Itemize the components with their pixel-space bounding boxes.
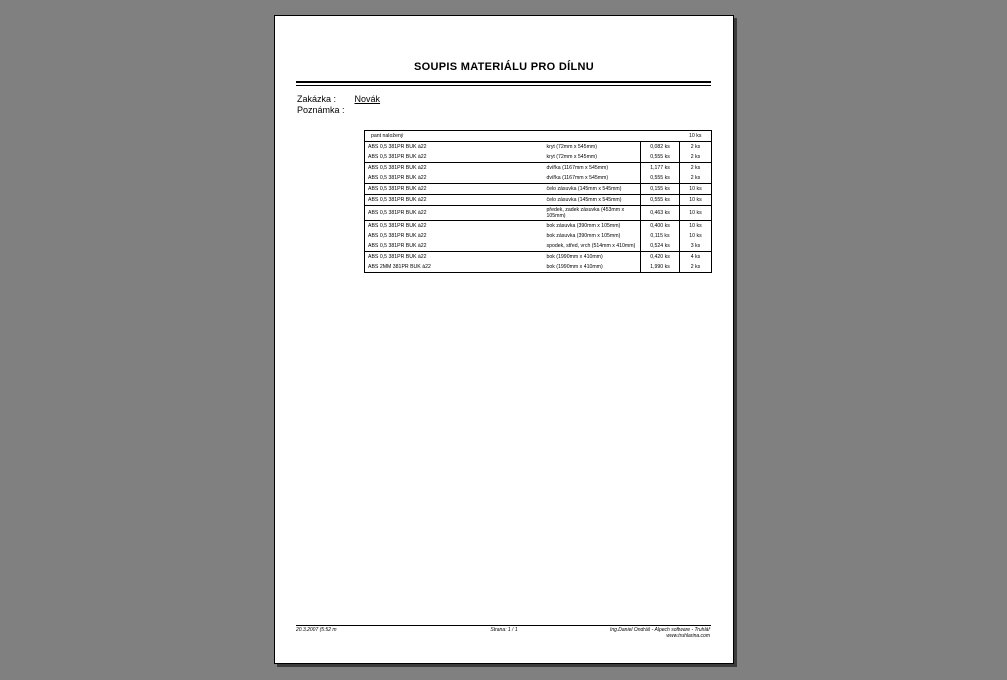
title-rule-thick bbox=[296, 81, 711, 83]
row-material: ABS 0,5 381PR BUK à22 bbox=[365, 252, 544, 263]
row-length: 0,555 ks bbox=[641, 152, 680, 163]
table-row bbox=[365, 142, 712, 153]
row-length: 0,524 ks bbox=[641, 241, 680, 252]
document-page bbox=[274, 15, 734, 664]
row-material: ABS 0,5 381PR BUK à22 bbox=[368, 243, 427, 249]
row-qty: 4 ks bbox=[680, 252, 712, 263]
row-qty: 2 ks bbox=[690, 154, 701, 160]
note-label: Poznámka : bbox=[297, 105, 345, 115]
row-material: ABS 0,5 381PR BUK à22 bbox=[368, 233, 427, 239]
material-table-body bbox=[365, 131, 712, 273]
material-table bbox=[364, 130, 712, 273]
row-qty: 10 ks bbox=[689, 233, 702, 239]
footer-date: 20.3.2007 (5:52 m bbox=[296, 627, 337, 633]
table-row bbox=[365, 252, 712, 263]
table-header-row bbox=[365, 131, 712, 142]
row-part: bok (1990mm x 410mm) bbox=[546, 264, 603, 270]
row-part: spodek, střed, vrch (514mm x 410mm) bbox=[546, 243, 636, 249]
row-length: 1,177 ks bbox=[641, 163, 680, 174]
row-material: ABS 0,5 381PR BUK à22 bbox=[365, 195, 544, 206]
row-length: 1,990 ks bbox=[641, 262, 680, 273]
row-qty: 2 ks bbox=[680, 142, 712, 153]
row-qty: 10 ks bbox=[680, 206, 712, 221]
row-material: ABS 0,5 381PR BUK à22 bbox=[365, 206, 544, 221]
table-row bbox=[365, 173, 712, 184]
row-part: čelo zásuvka (145mm x 545mm) bbox=[544, 184, 641, 195]
footer-page-number: Strana: 1 / 1 bbox=[490, 627, 518, 633]
row-part: kryt (72mm x 545mm) bbox=[546, 154, 597, 160]
row-qty: 2 ks bbox=[690, 175, 701, 181]
row-part: dvířka (1167mm x 545mm) bbox=[546, 175, 609, 181]
row-qty: 10 ks bbox=[680, 195, 712, 206]
row-part: dvířka (1167mm x 545mm) bbox=[544, 163, 641, 174]
row-qty: 10 ks bbox=[680, 184, 712, 195]
row-part: čelo zásuvka (145mm x 545mm) bbox=[544, 195, 641, 206]
row-length: 0,420 ks bbox=[641, 252, 680, 263]
row-length: 0,400 ks bbox=[641, 221, 680, 232]
row-material: ABS 0,5 381PR BUK à22 bbox=[365, 184, 544, 195]
table-row bbox=[365, 241, 712, 252]
row-part: bok zásuvka (390mm x 105mm) bbox=[544, 221, 641, 232]
table-row bbox=[365, 206, 712, 221]
header-qty: 10 ks bbox=[689, 133, 702, 139]
title-rule-thin bbox=[296, 85, 711, 86]
table-row bbox=[365, 163, 712, 174]
footer-rule bbox=[296, 625, 711, 626]
row-qty: 3 ks bbox=[690, 243, 701, 249]
document-title: SOUPIS MATERIÁLU PRO DÍLNU bbox=[414, 61, 594, 73]
table-row bbox=[365, 231, 712, 241]
row-length: 0,555 ks bbox=[641, 195, 680, 206]
footer-author: Ing.Daniel Ondráš - Alpech software - Truhlář bbox=[609, 627, 710, 633]
footer-web: www.truhlarina.com bbox=[666, 633, 710, 639]
order-line bbox=[297, 94, 380, 104]
row-length: 0,555 ks bbox=[641, 173, 680, 184]
table-row bbox=[365, 195, 712, 206]
row-length: 0,115 ks bbox=[641, 231, 680, 241]
header-part-name: pant naložený bbox=[371, 133, 404, 139]
table-row bbox=[365, 221, 712, 232]
table-row bbox=[365, 152, 712, 163]
row-material: ABS 0,5 381PR BUK à22 bbox=[365, 163, 544, 174]
row-part: bok (1990mm x 410mm) bbox=[544, 252, 641, 263]
row-part: kryt (72mm x 545mm) bbox=[544, 142, 641, 153]
row-material: ABS 2MM 381PR BUK à22 bbox=[368, 264, 431, 270]
note-line bbox=[297, 105, 352, 115]
row-qty: 10 ks bbox=[680, 221, 712, 232]
row-length: 0,082 ks bbox=[641, 142, 680, 153]
row-length: 0,463 ks bbox=[641, 206, 680, 221]
table-row bbox=[365, 184, 712, 195]
row-material: ABS 0,5 381PR BUK à22 bbox=[365, 142, 544, 153]
row-qty: 2 ks bbox=[690, 264, 701, 270]
row-qty: 2 ks bbox=[680, 163, 712, 174]
order-value: Novák bbox=[354, 94, 381, 104]
row-material: ABS 0,5 381PR BUK à22 bbox=[368, 175, 427, 181]
footer-author-block bbox=[610, 627, 710, 639]
order-label: Zakázka : bbox=[297, 94, 337, 104]
table-row bbox=[365, 262, 712, 273]
row-part: bok zásuvka (390mm x 105mm) bbox=[546, 233, 621, 239]
row-material: ABS 0,5 381PR BUK à22 bbox=[365, 221, 544, 232]
row-length: 0,155 ks bbox=[641, 184, 680, 195]
row-part: předek, zadek zásuvka (453mm x 105mm) bbox=[544, 206, 641, 221]
row-material: ABS 0,5 381PR BUK à22 bbox=[368, 154, 427, 160]
